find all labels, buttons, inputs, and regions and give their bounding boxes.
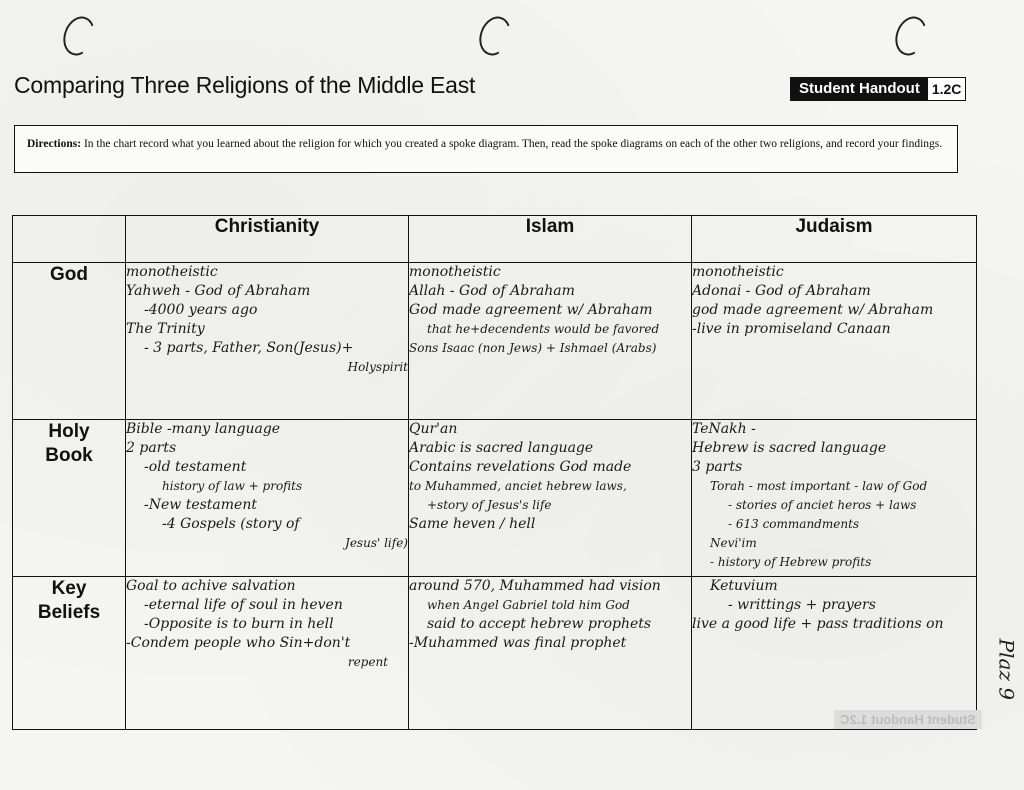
- bleed-through-text: Student Handout 1.2C: [834, 710, 982, 729]
- row-label-line: God: [50, 264, 88, 285]
- table-row: [13, 577, 977, 730]
- handwritten-line: -live in promiseland Canaan: [692, 321, 891, 337]
- handwritten-line: Holyspirit: [347, 360, 408, 374]
- cell-judaism-key-beliefs: [692, 577, 977, 730]
- handwritten-line: -Condem people who Sin+don't: [126, 635, 351, 651]
- handwritten-line: Nevi'im: [710, 536, 757, 550]
- handwritten-line: Same heven / hell: [409, 516, 536, 532]
- handwritten-line: to Muhammed, anciet hebrew laws,: [409, 479, 627, 493]
- handout-badge: [790, 77, 966, 101]
- handwritten-line: around 570, Muhammed had vision: [409, 578, 661, 594]
- row-label-line: Holy: [48, 421, 90, 442]
- cell-islam-god: [409, 263, 692, 420]
- cell-christianity-god: [126, 263, 409, 420]
- handwritten-line: when Angel Gabriel told him God: [427, 598, 630, 612]
- badge-label: Student Handout: [791, 78, 928, 100]
- handwritten-line: - writtings + prayers: [728, 597, 876, 613]
- handwritten-line: Allah - God of Abraham: [409, 283, 575, 299]
- handwritten-line: Ketuvium: [710, 578, 778, 594]
- handwritten-line: Arabic is sacred language: [409, 440, 594, 456]
- handwritten-line: 3 parts: [692, 459, 743, 475]
- handwritten-line: - history of Hebrew profits: [710, 555, 872, 569]
- handwritten-line: repent: [347, 655, 388, 669]
- handwritten-line: Hebrew is sacred language: [692, 440, 887, 456]
- table-row: [13, 263, 977, 420]
- handwritten-line: Torah - most important - law of God: [710, 479, 928, 493]
- badge-number: 1.2C: [928, 78, 966, 100]
- directions-text: In the chart record what you learned about the religion for which you created a spoke diagram. Then, read the spoke diagrams on each of the other two religions, and record your findings.: [83, 138, 943, 150]
- row-label-line: Book: [45, 445, 93, 466]
- handwritten-line: TeNakh -: [692, 421, 756, 437]
- handwritten-line: monotheistic: [126, 264, 218, 280]
- handwritten-line: history of law + profits: [162, 479, 303, 493]
- handwritten-line: god made agreement w/ Abraham: [692, 302, 934, 318]
- cell-christianity-key-beliefs: [126, 577, 409, 730]
- cell-judaism-holy-book: [692, 420, 977, 577]
- handwritten-line: Goal to achive salvation: [126, 578, 296, 594]
- row-header-god: [13, 263, 126, 420]
- handwritten-line: God made agreement w/ Abraham: [409, 302, 653, 318]
- handwritten-line: Yahweh - God of Abraham: [126, 283, 311, 299]
- comparison-chart: [12, 215, 977, 730]
- cell-judaism-god: [692, 263, 977, 420]
- column-header-christianity: Christianity: [126, 216, 409, 263]
- margin-note: Plaz 9: [994, 638, 1018, 700]
- handwritten-line: Contains revelations God made: [409, 459, 632, 475]
- handwritten-line: said to accept hebrew prophets: [427, 616, 652, 632]
- handwritten-line: -4000 years ago: [144, 302, 258, 318]
- handwritten-line: - stories of anciet heros + laws: [728, 498, 917, 512]
- handwritten-line: Qur'an: [409, 421, 458, 437]
- handwritten-line: -old testament: [144, 459, 247, 475]
- table-row: [13, 420, 977, 577]
- handwritten-line: -Opposite is to burn in hell: [144, 616, 334, 632]
- handwritten-line: Sons Isaac (non Jews) + Ishmael (Arabs): [409, 341, 657, 355]
- corner-cell: [13, 216, 126, 263]
- row-label-line: Key: [51, 578, 87, 599]
- handwritten-line: that he+decendents would be favored: [427, 322, 660, 336]
- handwritten-line: +story of Jesus's life: [427, 498, 552, 512]
- header-row: [13, 216, 977, 263]
- handwritten-line: The Trinity: [126, 321, 205, 337]
- directions-box: [14, 125, 958, 173]
- handwritten-line: -Muhammed was final prophet: [409, 635, 627, 651]
- handwritten-line: -4 Gospels (story of: [162, 516, 300, 532]
- page-title: Comparing Three Religions of the Middle East: [14, 72, 476, 98]
- handwritten-line: monotheistic: [409, 264, 501, 280]
- handwritten-line: Bible -many language: [126, 421, 281, 437]
- handwritten-line: Adonai - God of Abraham: [692, 283, 871, 299]
- handwritten-line: - 613 commandments: [728, 517, 860, 531]
- cell-christianity-holy-book: [126, 420, 409, 577]
- handwritten-line: -eternal life of soul in heven: [144, 597, 343, 613]
- column-header-islam: Islam: [409, 216, 692, 263]
- handwritten-line: 2 parts: [126, 440, 177, 456]
- handwritten-line: -New testament: [144, 497, 257, 513]
- column-header-judaism: Judaism: [692, 216, 977, 263]
- row-header-holy-book: [13, 420, 126, 577]
- handwritten-line: live a good life + pass traditions on: [692, 616, 944, 632]
- handwritten-line: monotheistic: [692, 264, 784, 280]
- handwritten-line: - 3 parts, Father, Son(Jesus)+: [144, 340, 354, 356]
- row-label-line: Beliefs: [37, 602, 101, 623]
- directions-label: Directions:: [27, 138, 82, 150]
- cell-islam-holy-book: [409, 420, 692, 577]
- handwritten-line: Jesus' life): [345, 536, 408, 550]
- cell-islam-key-beliefs: [409, 577, 692, 730]
- row-header-key-beliefs: [13, 577, 126, 730]
